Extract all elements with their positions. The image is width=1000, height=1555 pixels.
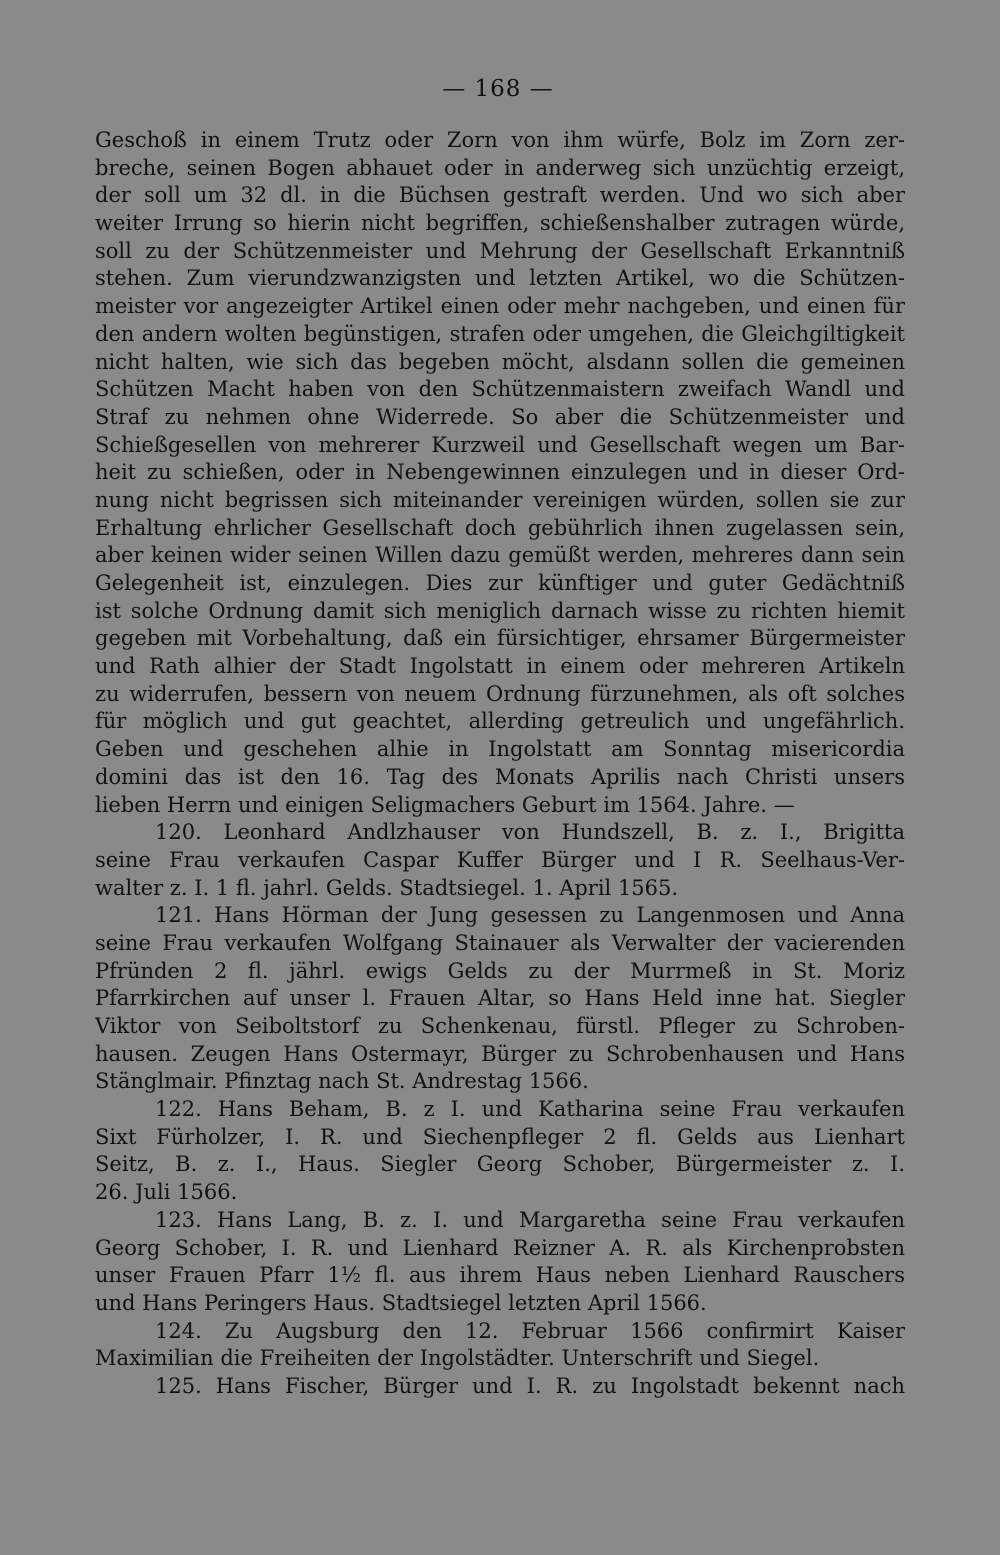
text-line: Pfarrkirchen auf unser l. Frauen Altar, so Hans Held inne hat. Siegler: [95, 986, 905, 1011]
text-line: ist solche Ordnung damit sich meniglich darnach wisse zu richten hiemit: [95, 598, 905, 623]
entry-start-line: 120. Leonhard Andlzhauser von Hundszell, B. z. I., Brigitta: [155, 820, 905, 845]
text-line: Straf zu nehmen ohne Widerrede. So aber die Schützenmeister und: [95, 404, 905, 429]
text-line: soll zu der Schützenmeister und Mehrung der Gesellschaft Erkanntniß: [95, 238, 905, 263]
text-line: Stänglmair. Pfinztag nach St. Andrestag 1566.: [95, 1069, 589, 1094]
text-line: meister vor angezeigter Artikel einen oder mehr nachgeben, und einen für: [95, 294, 905, 319]
text-line: Schützen Macht haben von den Schützenmaistern zweifach Wandl und: [95, 377, 905, 402]
text-line: Erhaltung ehrlicher Gesellschaft doch gebührlich ihnen zugelassen sein,: [95, 515, 905, 540]
entry-start-line: 123. Hans Lang, B. z. I. und Margaretha seine Frau verkaufen: [155, 1207, 905, 1232]
text-line: Maximilian die Freiheiten der Ingolstädter. Unterschrift und Siegel.: [95, 1346, 820, 1371]
text-line: gegeben mit Vorbehaltung, daß ein fürsichtiger, ehrsamer Bürgermeister: [95, 626, 905, 651]
text-line: der soll um 32 dl. in die Büchsen gestraft werden. Und wo sich aber: [95, 183, 905, 208]
text-line: walter z. I. 1 fl. jahrl. Gelds. Stadtsiegel. 1. April 1565.: [95, 875, 679, 900]
text-line: Sixt Fürholzer, I. R. und Siechenpfleger 2 fl. Gelds aus Lienhart: [95, 1124, 905, 1149]
text-line: breche, seinen Bogen abhauet oder in anderweg sich unzüchtig erzeigt,: [95, 155, 905, 180]
text-line: nicht halten, wie sich das begeben möcht, alsdann sollen die gemeinen: [95, 349, 905, 374]
text-line: Gelegenheit ist, einzulegen. Dies zur künftiger und guter Gedächtniß: [95, 571, 905, 595]
text-line: hausen. Zeugen Hans Ostermayr, Bürger zu Schrobenhausen und Hans: [95, 1041, 905, 1066]
text-line: aber keinen wider seinen Willen dazu gemüßt werden, mehreres dann sein: [95, 543, 905, 568]
text-line: Viktor von Seiboltstorf zu Schenkenau, fürstl. Pfleger zu Schroben-: [95, 1014, 905, 1038]
page-number: — 168 —: [442, 76, 554, 102]
text-line: seine Frau verkaufen Caspar Kuffer Bürger und I R. Seelhaus-Ver-: [95, 847, 905, 872]
text-line: und Rath alhier der Stadt Ingolstatt in einem oder mehreren Artikeln: [95, 654, 905, 679]
text-line: seine Frau verkaufen Wolfgang Stainauer als Verwalter der vacierenden: [95, 930, 905, 955]
text-line: Seitz, B. z. I., Haus. Siegler Georg Schober, Bürgermeister z. I.: [95, 1152, 905, 1177]
text-line: Schießgesellen von mehrerer Kurzweil und Gesellschaft wegen um Bar-: [95, 432, 905, 457]
text-line: Pfründen 2 fl. jährl. ewigs Gelds zu der Murrmeß in St. Moriz: [95, 958, 905, 983]
text-line: den andern wolten begünstigen, strafen oder umgehen, die Gleichgiltigkeit: [95, 321, 905, 346]
text-line: weiter Irrung so hierin nicht begriffen, schießenshalber zutragen würde,: [95, 211, 905, 236]
text-line: Geschoß in einem Trutz oder Zorn von ihm würfe, Bolz im Zorn zer-: [95, 128, 905, 152]
body-text: [95, 127, 905, 1401]
text-line: heit zu schießen, oder in Nebengewinnen einzulegen und in dieser Ord-: [95, 460, 905, 485]
entry-start-line: 125. Hans Fischer, Bürger und I. R. zu Ingolstadt bekennt nach: [155, 1373, 905, 1398]
text-line: zu widerrufen, bessern von neuem Ordnung fürzunehmen, als oft solches: [95, 681, 905, 706]
text-line: für möglich und gut geachtet, allerding getreulich und ungefährlich.: [95, 709, 905, 734]
text-line: nung nicht begrissen sich miteinander vereinigen würden, sollen sie zur: [95, 487, 905, 512]
entry-start-line: 121. Hans Hörman der Jung gesessen zu Langenmosen und Anna: [155, 903, 905, 928]
text-line: Georg Schober, I. R. und Lienhard Reizner A. R. als Kirchenprobsten: [95, 1235, 905, 1260]
text-line: Geben und geschehen alhie in Ingolstatt am Sonntag misericordia: [95, 737, 905, 762]
text-line: domini das ist den 16. Tag des Monats Aprilis nach Christi unsers: [95, 764, 905, 789]
text-line: stehen. Zum vierundzwanzigsten und letzten Artikel, wo die Schützen-: [95, 266, 905, 291]
text-line: unser Frauen Pfarr 1½ fl. aus ihrem Haus neben Lienhard Rauschers: [95, 1263, 905, 1288]
entry-start-line: 122. Hans Beham, B. z I. und Katharina seine Frau verkaufen: [155, 1097, 905, 1122]
text-line: 26. Juli 1566.: [95, 1180, 238, 1205]
text-line: und Hans Peringers Haus. Stadtsiegel letzten April 1566.: [95, 1290, 707, 1315]
entry-start-line: 124. Zu Augsburg den 12. Februar 1566 confirmirt Kaiser: [155, 1318, 905, 1343]
text-line: lieben Herrn und einigen Seligmachers Geburt im 1564. Jahre. —: [95, 792, 795, 817]
